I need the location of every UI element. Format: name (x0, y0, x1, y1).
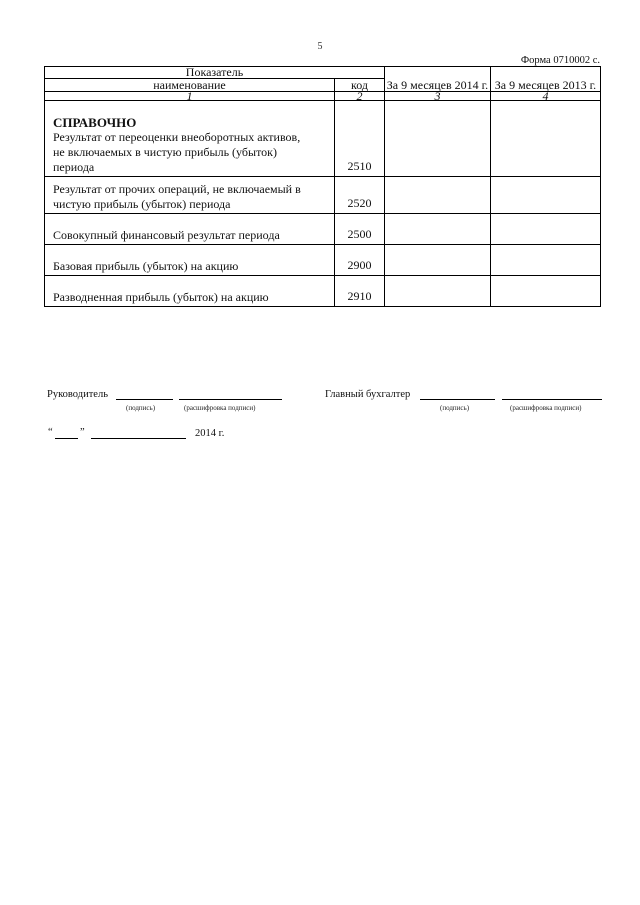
accountant-signature-line[interactable] (420, 399, 495, 400)
date-month-line[interactable] (91, 438, 186, 439)
column-number-3: 3 (385, 92, 491, 101)
table-row (45, 245, 601, 276)
row-value-current (385, 177, 491, 214)
column-number-4: 4 (491, 92, 601, 101)
row-value-current (385, 214, 491, 245)
row-value-current (385, 101, 491, 177)
form-code: Форма 0710002 с. (520, 55, 600, 66)
row-name-line: периода (53, 160, 95, 174)
table-row (45, 214, 601, 245)
row-code: 2500 (335, 214, 385, 245)
header-period-previous: За 9 месяцев 2013 г. (491, 67, 601, 92)
page-number: 5 (317, 41, 323, 52)
row-name: Разводненная прибыль (убыток) на акцию (45, 276, 335, 307)
row-name: Совокупный финансовый результат периода (45, 214, 335, 245)
row-code: 2520 (335, 177, 385, 214)
header-name: наименование (45, 79, 335, 92)
date-year: 2014 г. (195, 428, 225, 439)
head-signature-caption: (подпись) (126, 404, 156, 412)
accountant-decoding-caption: (расшифровка подписи) (510, 404, 582, 412)
table-row (45, 276, 601, 307)
report-table (44, 66, 601, 307)
row-value-previous (491, 177, 601, 214)
row-name (45, 177, 335, 214)
header-indicator: Показатель (45, 67, 385, 79)
row-name (45, 101, 335, 177)
accountant-decoding-line[interactable] (502, 399, 602, 400)
row-name-line: Результат от переоценки внеоборотных активов, (53, 130, 301, 144)
date-quote-open: “ (48, 427, 53, 438)
row-value-previous (491, 245, 601, 276)
head-decoding-line[interactable] (179, 399, 282, 400)
date-quote-close: ” (80, 427, 85, 438)
row-code: 2910 (335, 276, 385, 307)
header-code: код (335, 79, 385, 92)
chief-accountant-label: Главный бухгалтер (325, 389, 411, 400)
row-name-line: чистую прибыль (убыток) периода (53, 197, 231, 211)
row-name-line: не включаемых в чистую прибыль (убыток) (53, 145, 277, 159)
column-number-2: 2 (335, 92, 385, 101)
head-signature-line[interactable] (116, 399, 173, 400)
row-name-line: Результат от прочих операций, не включаемый в (53, 182, 301, 196)
row-value-current (385, 276, 491, 307)
column-number-1: 1 (45, 92, 335, 101)
row-name: Базовая прибыль (убыток) на акцию (45, 245, 335, 276)
row-value-previous (491, 101, 601, 177)
row-value-previous (491, 214, 601, 245)
accountant-signature-caption: (подпись) (440, 404, 470, 412)
row-code: 2900 (335, 245, 385, 276)
head-label: Руководитель (47, 389, 108, 400)
date-day-line[interactable] (55, 438, 78, 439)
head-decoding-caption: (расшифровка подписи) (184, 404, 256, 412)
row-value-previous (491, 276, 601, 307)
table-row (45, 177, 601, 214)
table-row (45, 101, 601, 177)
header-period-current: За 9 месяцев 2014 г. (385, 67, 491, 92)
row-value-current (385, 245, 491, 276)
row-code: 2510 (335, 101, 385, 177)
section-title: СПРАВОЧНО (53, 115, 137, 130)
